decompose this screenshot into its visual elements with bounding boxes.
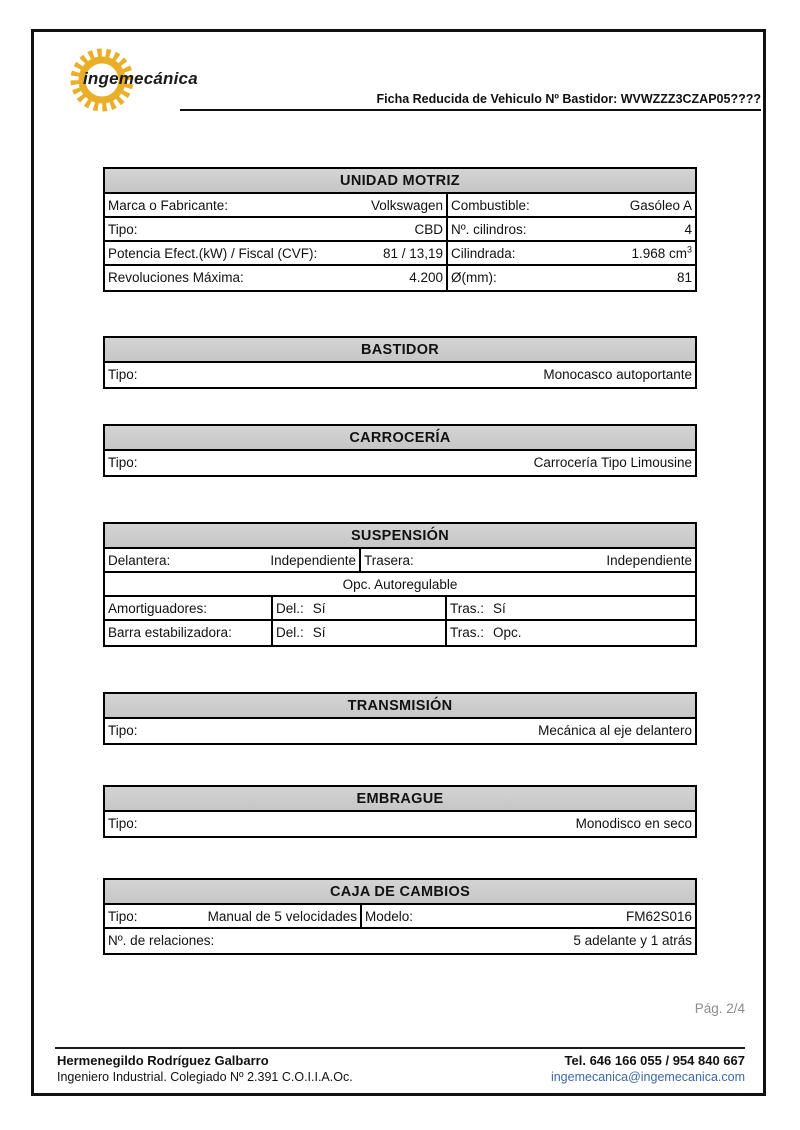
footer-engineer-credentials: Ingeniero Industrial. Colegiado Nº 2.391 C.O.I.I.A.Oc.	[57, 1070, 353, 1084]
field-opc-autoregulable: Opc. Autoregulable	[342, 577, 458, 592]
field-trasera-value: Independiente	[606, 553, 692, 568]
field-trasera	[361, 549, 695, 571]
field-bastidor-tipo-label: Tipo:	[108, 367, 138, 382]
logo-text: ingemecánica	[83, 69, 198, 88]
section-title-embrague: EMBRAGUE	[105, 787, 695, 812]
field-carroceria-tipo-value: Carrocería Tipo Limousine	[533, 455, 692, 470]
row-delantera-trasera	[105, 549, 695, 573]
table-suspension	[103, 522, 697, 647]
field-revoluciones	[105, 266, 448, 290]
table-embrague	[103, 785, 697, 838]
field-cilindros	[448, 218, 695, 240]
field-amortiguadores-tras-label: Tras.:	[450, 601, 485, 616]
field-diametro-value: 81	[676, 270, 692, 285]
field-marca-label: Marca o Fabricante:	[108, 198, 229, 213]
field-amortiguadores-del-label: Del.:	[276, 601, 304, 616]
field-cilindrada	[448, 242, 695, 264]
field-caja-relaciones-label: Nº. de relaciones:	[108, 933, 215, 948]
section-title-carroceria: CARROCERÍA	[105, 426, 695, 451]
field-potencia-label: Potencia Efect.(kW) / Fiscal (CVF):	[108, 246, 318, 261]
row-carroceria-tipo	[105, 451, 695, 475]
footer-engineer-name: Hermenegildo Rodríguez Galbarro	[57, 1053, 269, 1068]
row-caja-tipo-modelo	[105, 905, 695, 929]
field-combustible	[448, 194, 695, 216]
row-barra-estabilizadora	[105, 621, 695, 645]
field-diametro	[448, 266, 695, 290]
field-caja-tipo	[105, 905, 362, 927]
field-amortiguadores-label-cell	[105, 597, 273, 619]
field-caja-modelo-value: FM62S016	[625, 909, 692, 924]
row-embrague-tipo	[105, 812, 695, 836]
field-barra-del-value: Sí	[312, 625, 326, 640]
table-unidad-motriz	[103, 167, 697, 292]
field-embrague-tipo	[105, 812, 695, 836]
field-cilindrada-sup: 3	[686, 244, 692, 255]
field-carroceria-tipo-label: Tipo:	[108, 455, 138, 470]
page-indicator: Pág. 2/4	[694, 1001, 745, 1016]
field-revoluciones-label: Revoluciones Máxima:	[108, 270, 244, 285]
document-title: Ficha Reducida de Vehiculo Nº Bastidor: WVWZZZ3CZAP05????	[180, 92, 761, 111]
field-potencia	[105, 242, 448, 264]
field-delantera-label: Delantera:	[108, 553, 171, 568]
field-marca-value: Volkswagen	[370, 198, 443, 213]
field-amortiguadores-del-value: Sí	[312, 601, 326, 616]
row-marca-combustible	[105, 194, 695, 218]
field-diametro-label: Ø(mm):	[451, 270, 497, 285]
footer	[57, 1053, 745, 1084]
section-title-unidad-motriz: UNIDAD MOTRIZ	[105, 169, 695, 194]
footer-phone: Tel. 646 166 055 / 954 840 667	[564, 1053, 745, 1068]
field-caja-tipo-value: Manual de 5 velocidades	[207, 909, 357, 924]
field-amortiguadores-tras-value: Sí	[493, 601, 506, 616]
table-bastidor	[103, 336, 697, 389]
field-barra-del-label: Del.:	[276, 625, 304, 640]
field-transmision-tipo-value: Mecánica al eje delantero	[538, 723, 692, 738]
field-cilindrada-label: Cilindrada:	[451, 246, 516, 261]
row-tipo-cilindros	[105, 218, 695, 242]
table-transmision	[103, 692, 697, 745]
field-transmision-tipo-label: Tipo:	[108, 723, 138, 738]
footer-email-link[interactable]: ingemecanica@ingemecanica.com	[550, 1070, 745, 1084]
field-caja-tipo-label: Tipo:	[108, 909, 138, 924]
section-title-suspension: SUSPENSIÓN	[105, 524, 695, 549]
field-transmision-tipo	[105, 719, 695, 743]
row-caja-relaciones	[105, 929, 695, 953]
field-cilindrada-value: 1.968 $cm^3$	[631, 244, 692, 261]
field-combustible-value: Gasóleo A	[629, 198, 692, 213]
field-cilindros-label: Nº. cilindros:	[451, 222, 527, 237]
field-tipo-motor-label: Tipo:	[108, 222, 138, 237]
row-revoluciones-diametro	[105, 266, 695, 290]
field-amortiguadores-label: Amortiguadores:	[108, 601, 208, 616]
field-bastidor-tipo	[105, 363, 695, 387]
field-trasera-label: Trasera:	[364, 553, 414, 568]
field-caja-relaciones	[105, 929, 695, 953]
field-amortiguadores-tras	[447, 597, 695, 619]
field-carroceria-tipo	[105, 451, 695, 475]
field-tipo-motor	[105, 218, 448, 240]
field-cilindros-value: 4	[684, 222, 692, 237]
field-combustible-label: Combustible:	[451, 198, 530, 213]
section-title-caja-cambios: CAJA DE CAMBIOS	[105, 880, 695, 905]
field-caja-modelo	[362, 905, 695, 927]
field-delantera-value: Independiente	[270, 553, 356, 568]
row-amortiguadores	[105, 597, 695, 621]
page-frame	[31, 29, 766, 1096]
field-potencia-value: 81 / 13,19	[382, 246, 443, 261]
field-barra-tras	[447, 621, 695, 645]
row-potencia-cilindrada	[105, 242, 695, 266]
row-transmision-tipo	[105, 719, 695, 743]
footer-left	[57, 1053, 353, 1084]
field-barra-del	[273, 621, 447, 645]
field-barra-label-cell	[105, 621, 273, 645]
field-caja-relaciones-value: 5 adelante y 1 atrás	[573, 933, 692, 948]
field-delantera	[105, 549, 361, 571]
row-opc-autoregulable	[105, 573, 695, 597]
field-bastidor-tipo-value: Monocasco autoportante	[543, 367, 692, 382]
table-caja-cambios	[103, 878, 697, 955]
row-bastidor-tipo	[105, 363, 695, 387]
section-title-bastidor: BASTIDOR	[105, 338, 695, 363]
field-revoluciones-value: 4.200	[409, 270, 443, 285]
footer-right	[551, 1053, 745, 1084]
table-carroceria	[103, 424, 697, 477]
field-tipo-motor-value: CBD	[414, 222, 443, 237]
field-barra-tras-value: Opc.	[493, 625, 522, 640]
field-embrague-tipo-value: Monodisco en seco	[575, 816, 692, 831]
section-title-transmision: TRANSMISIÓN	[105, 694, 695, 719]
field-barra-label: Barra estabilizadora:	[108, 625, 232, 640]
field-embrague-tipo-label: Tipo:	[108, 816, 138, 831]
field-marca	[105, 194, 448, 216]
field-caja-modelo-label: Modelo:	[365, 909, 414, 924]
footer-divider	[55, 1047, 745, 1049]
field-barra-tras-label: Tras.:	[450, 625, 485, 640]
field-amortiguadores-del	[273, 597, 447, 619]
